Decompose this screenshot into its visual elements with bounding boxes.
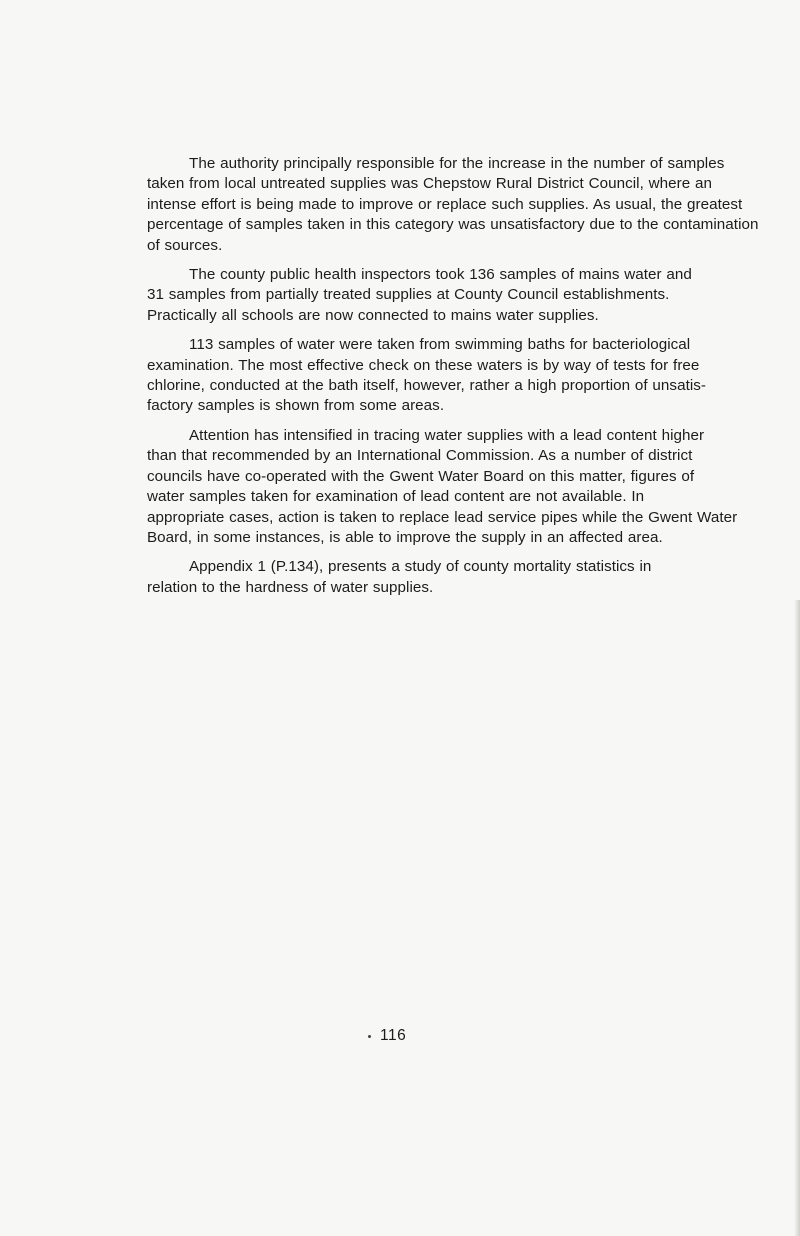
paragraph-swimming-baths: [147, 335, 712, 417]
text-line: relation to the hardness of water supplies.: [147, 578, 434, 596]
text-line: intense effort is being made to improve or replace such supplies. As usual, the greatest: [147, 195, 743, 213]
text-line: councils have co-operated with the Gwent Water Board on this matter, figures of: [147, 467, 695, 485]
paragraph-mains-water: [147, 265, 712, 326]
text-line: percentage of samples taken in this category was unsatisfactory due to the contamination: [147, 216, 759, 234]
margin-dot: [368, 1035, 371, 1038]
text-line: 31 samples from partially treated supplies at County Council establishments.: [147, 286, 670, 304]
document-body: [147, 154, 759, 607]
text-line: Board, in some instances, is able to improve the supply in an affected area.: [147, 528, 663, 546]
text-line: taken from local untreated supplies was Chepstow Rural District Council, where an: [147, 175, 712, 193]
page-number: 116: [380, 1027, 407, 1044]
text-line: Practically all schools are now connected to mains water supplies.: [147, 306, 599, 324]
page-edge-shadow: [794, 600, 800, 1236]
paragraph-lead-content: [147, 426, 738, 548]
text-line: The authority principally responsible for the increase in the number of samples: [189, 155, 725, 172]
text-line: appropriate cases, action is taken to replace lead service pipes while the Gwent Water: [147, 508, 738, 526]
text-line: Attention has intensified in tracing water supplies with a lead content higher: [189, 426, 705, 444]
text-line: The county public health inspectors took 136 samples of mains water and: [189, 266, 692, 284]
text-line: 113 samples of water were taken from swimming baths for bacteriological: [189, 336, 691, 354]
paragraph-appendix-reference: [147, 557, 712, 598]
text-line: chlorine, conducted at the bath itself, however, rather a high proportion of unsatis-: [147, 377, 707, 395]
text-line: examination. The most effective check on these waters is by way of tests for free: [147, 356, 700, 374]
text-line: Appendix 1 (P.134), presents a study of county mortality statistics in: [189, 558, 652, 576]
text-line: water samples taken for examination of lead content are not available. In: [147, 488, 645, 506]
text-line: of sources.: [147, 236, 223, 254]
text-line: factory samples is shown from some areas.: [147, 397, 445, 415]
paragraph-untreated-supplies: [147, 154, 759, 256]
text-line: than that recommended by an International Commission. As a number of district: [147, 447, 693, 465]
